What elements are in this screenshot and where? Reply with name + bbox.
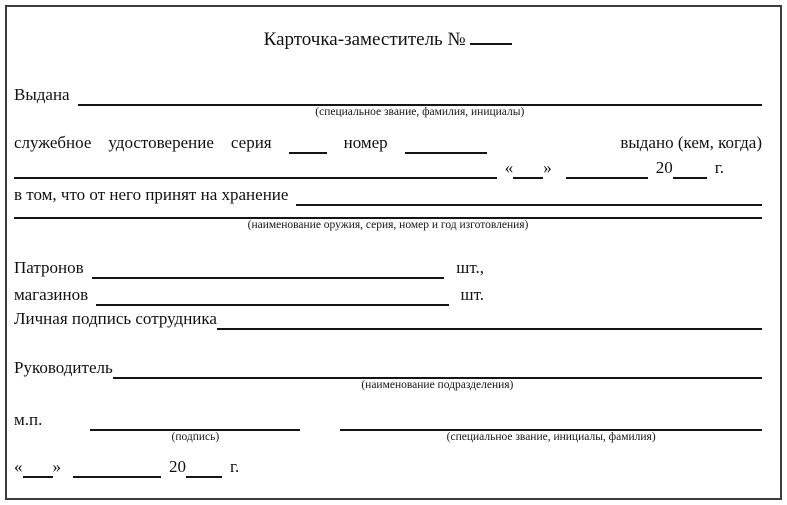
head-label: Руководитель: [14, 358, 113, 377]
issued-by-label: выдано (кем, когда): [620, 133, 762, 152]
form-content: [14, 0, 762, 478]
head-row: [14, 357, 762, 391]
storage-label: в том, что от него принят на хранение: [14, 185, 289, 204]
signature-caption: (подпись): [171, 431, 220, 443]
series-blank: [289, 132, 327, 154]
issue-year-blank: [673, 157, 707, 179]
head-signature-blank: [90, 409, 300, 443]
personal-signature-blank: [217, 308, 762, 330]
fill-date-quote-open: «: [14, 457, 23, 476]
issued-to-blank: [78, 84, 762, 118]
number-blank: [405, 132, 487, 154]
magazines-count-blank: [96, 284, 448, 306]
fill-month-blank: [73, 456, 161, 478]
stamp-label: м.п.: [14, 410, 43, 429]
issue-year-suffix: г.: [714, 158, 724, 177]
stamp-row: [14, 409, 762, 443]
issued-caption: (специальное звание, фамилия, инициалы): [315, 106, 525, 118]
storage-blank: [296, 184, 762, 206]
personal-signature-label: Личная подпись сотрудника: [14, 309, 217, 328]
certificate-word-1: служебное: [14, 133, 92, 152]
issue-year-century: 20: [655, 158, 673, 177]
storage-row: [14, 184, 762, 206]
head-unit-blank: [113, 357, 762, 391]
issued-by-blank: [14, 157, 497, 179]
fill-year-blank: [186, 456, 222, 478]
card-number-blank: [470, 26, 512, 45]
head-name-blank: [340, 409, 762, 443]
issued-by-date-row: [14, 157, 762, 179]
certificate-word-2: удостоверение: [108, 133, 214, 152]
head-caption: (наименование подразделения): [361, 379, 514, 391]
cartridges-row: [14, 257, 484, 279]
fill-year-century: 20: [169, 457, 186, 476]
head-name-caption: (специальное звание, инициалы, фамилия): [446, 431, 656, 443]
certificate-row: [14, 132, 762, 154]
issue-date-quote-open: «: [504, 158, 514, 177]
fill-date-row: [14, 456, 762, 478]
issued-label: Выдана: [14, 85, 70, 104]
weapon-caption: (наименование оружия, серия, номер и год изготовления): [247, 219, 529, 231]
issue-day-blank: [513, 157, 543, 179]
form-title-row: [14, 0, 762, 52]
weapon-line-row: [14, 206, 762, 231]
fill-day-blank: [23, 456, 53, 478]
issued-row: [14, 84, 762, 118]
issue-date-quote-close: »: [543, 158, 552, 177]
certificate-series-label: серия: [230, 133, 272, 152]
fill-year-suffix: г.: [230, 457, 240, 476]
weapon-description-blank: [14, 206, 762, 231]
cartridges-label: Патронов: [14, 258, 84, 277]
magazines-label: магазинов: [14, 285, 89, 304]
cartridges-count-blank: [92, 257, 445, 279]
magazines-unit: шт.: [460, 285, 484, 304]
personal-signature-row: [14, 308, 762, 330]
cartridges-unit: шт.,: [456, 258, 484, 277]
issue-month-blank: [566, 157, 648, 179]
form-title: Карточка-заместитель №: [263, 29, 466, 50]
certificate-number-label: номер: [343, 133, 388, 152]
fill-date-quote-close: »: [52, 457, 61, 476]
magazines-row: [14, 284, 484, 306]
